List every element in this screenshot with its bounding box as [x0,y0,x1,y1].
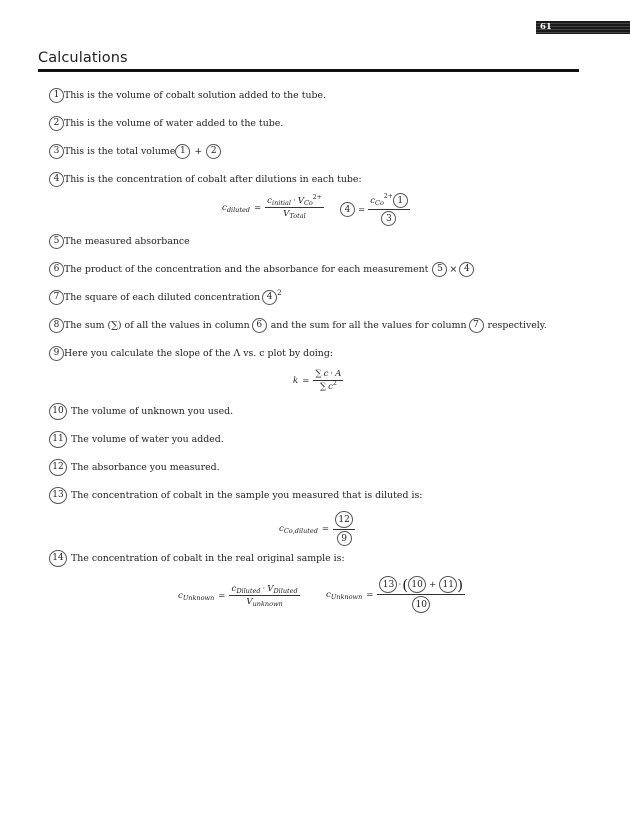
step-text: The sum ( [64,320,112,331]
step-5 [49,233,190,250]
step-number-circle: 11 [49,431,67,448]
step-text: ) of all the values in column [117,320,250,331]
step-number-circle: 13 [49,487,67,504]
page-number: 61 [540,22,552,32]
step-12 [49,459,220,476]
step-text: The absorbance you measured. [71,462,220,473]
eq-lhs: $c_{diluted}$ [222,202,250,214]
section-title: Calculations [38,50,128,66]
step-4 [49,171,362,188]
ref-circle: 4 [340,202,355,217]
step-text: respectively. [487,320,547,331]
step-14 [49,550,345,567]
ref-circle: 5 [432,262,447,277]
page-number-tab [536,21,630,34]
step-number-circle: 10 [49,403,67,420]
step-number-circle: 4 [49,172,64,187]
step-number-circle: 9 [49,346,64,361]
step-text: Here you calculate the slope of the Λ vs. c plot by doing: [64,348,334,359]
step-13 [49,487,422,504]
slope-equation: k = ∑ c · A ∑ c 2 [293,369,342,392]
ref-circle: 3 [381,211,396,226]
step-text: This is the volume of cobalt solution added to the tube. [64,90,327,101]
ref-circle: 12 [335,511,353,528]
ref-circle: 4 [262,290,277,305]
step-9 [49,345,333,362]
ref-circle: 10 [408,576,426,593]
step-8 [49,317,547,334]
step-number-circle: 8 [49,318,64,333]
ref-circle: 1 [393,193,408,208]
ref-circle: 7 [469,318,484,333]
title-divider [38,69,579,72]
dilution-equation: $c_{diluted}$ = c initial · V Co 2+ V Total [222,193,322,220]
step-text: This is the total volume [64,146,176,157]
step-7 [49,289,282,306]
step-11 [49,431,224,448]
step-number-circle: 3 [49,144,64,159]
step-text: The concentration of cobalt in the sample you measured that is diluted is: [71,490,423,501]
unknown-equation: $c_{Unknown}$ = c Diluted · V Diluted V unknown [178,584,298,608]
step-3 [49,143,221,160]
ref-circle: 1 [175,144,190,159]
step-text: The volume of water you added. [71,434,224,445]
ref-circle: 10 [412,596,430,613]
step-text: The product of the concentration and the absorbance for each measurement [64,264,429,275]
ref-circle: 11 [439,576,457,593]
step-2 [49,115,283,132]
step-text: The volume of unknown you used. [71,406,234,417]
step-number-circle: 6 [49,262,64,277]
step-number-circle: 7 [49,290,64,305]
step-text: The concentration of cobalt in the real original sample is: [71,553,345,564]
step-number-circle: 12 [49,459,67,476]
step-text: The square of each diluted concentration [64,292,261,303]
step-number-circle: 2 [49,116,64,131]
step-text: This is the concentration of cobalt after dilutions in each tube: [64,174,362,185]
dilution-ref-equation: 4 = c Co 2+ 1 3 [340,193,410,226]
cobalt-diluted-equation: $c_{Co,diluted}$ = $\frac{12}{9}$ [279,511,355,546]
step-6 [49,261,474,278]
sigma-symbol: ∑ [111,320,118,331]
ref-circle: 13 [379,576,397,593]
step-10 [49,403,233,420]
step-number-circle: 1 [49,88,64,103]
step-number-circle: 14 [49,550,67,567]
step-number-circle: 5 [49,234,64,249]
ref-circle: 9 [337,531,352,546]
step-1 [49,87,326,104]
step-text: This is the volume of water added to the tube. [64,118,284,129]
ref-circle: 2 [206,144,221,159]
step-text: The measured absorbance [64,236,190,247]
dilution-fraction: c initial · V Co 2+ V Total [267,193,322,220]
unknown-ref-equation: $c_{Unknown}$ = 13 · ( 10 + 11 ) 10 [326,576,465,613]
step-text: and the sum for all the values for column [270,320,467,331]
plus-sign: + [194,146,203,157]
times-sign: × [449,264,458,275]
ref-circle: 6 [252,318,267,333]
exponent: 2 [277,289,282,297]
ref-circle: 4 [459,262,474,277]
